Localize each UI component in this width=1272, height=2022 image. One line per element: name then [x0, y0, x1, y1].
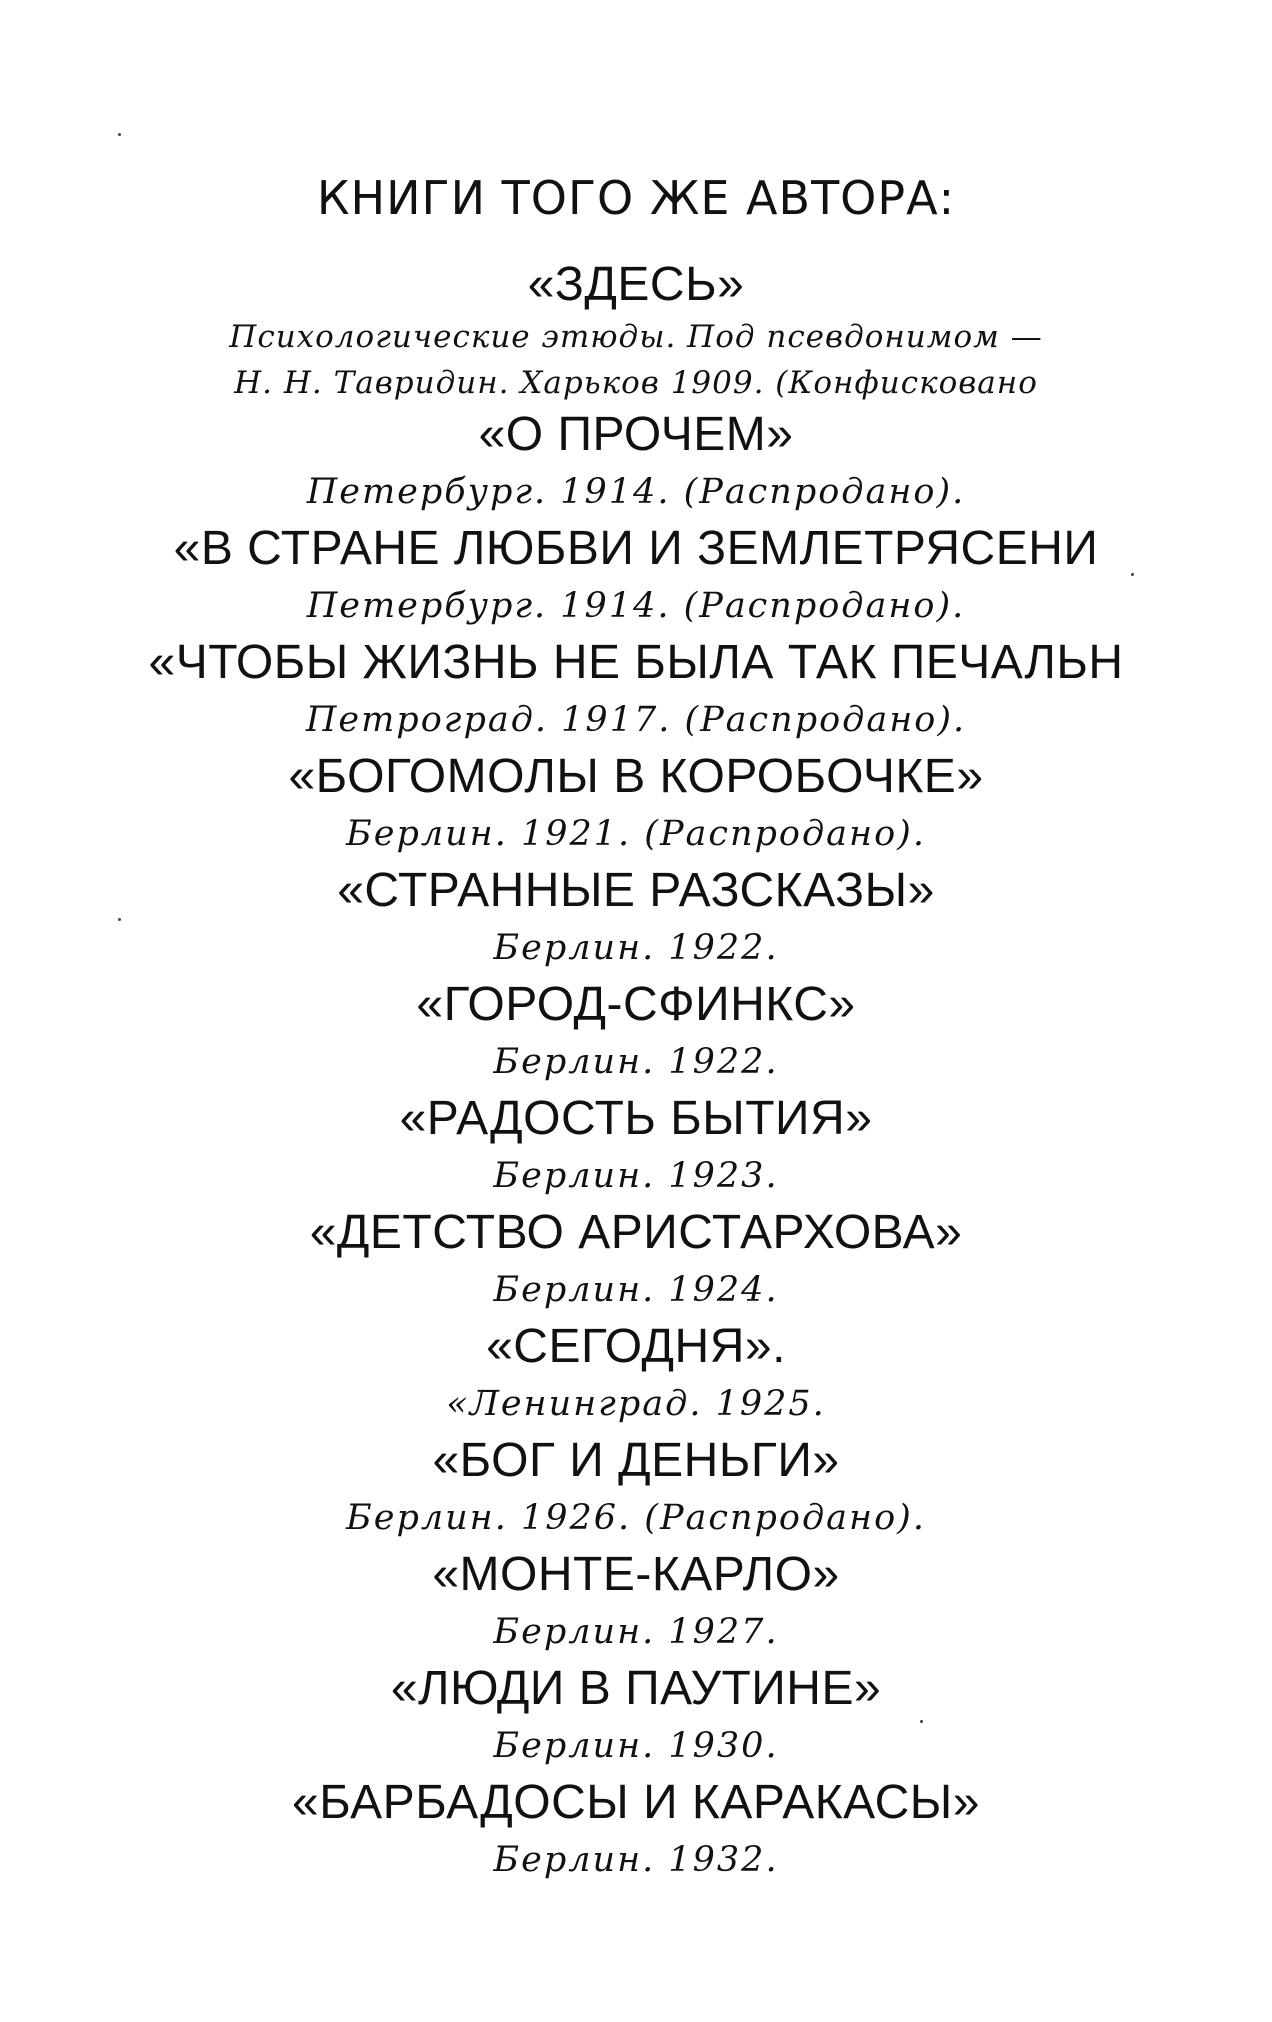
book-publication-info: Берлин. 1927. — [493, 1612, 779, 1652]
book-title: «ЧТОБЫ ЖИЗНЬ НЕ БЫЛА ТАК ПЕЧАЛЬН — [148, 636, 1124, 689]
book-title: «БАРБАДОСЫ И КАРАКАСЫ» — [292, 1776, 980, 1829]
book-title: «ЛЮДИ В ПАУТИНЕ» — [390, 1662, 882, 1715]
book-title: «О ПРОЧЕМ» — [478, 408, 794, 461]
book-publication-info: Петербург. 1914. (Распродано). — [306, 472, 966, 512]
book-publication-info: Берлин. 1924. — [493, 1270, 779, 1310]
print-speck — [118, 918, 121, 921]
book-publication-info: «Ленинград. 1925. — [446, 1384, 826, 1424]
book-entry — [0, 406, 1272, 520]
book-title: «БОГОМОЛЫ В КОРОБОЧКЕ» — [288, 750, 984, 803]
book-list — [0, 256, 1272, 1888]
book-entry — [0, 1660, 1272, 1774]
book-entry — [0, 1432, 1272, 1546]
book-entry — [0, 1318, 1272, 1432]
book-title: «ЗДЕСЬ» — [527, 258, 745, 311]
book-title: «ГОРОД-СФИНКС» — [416, 978, 856, 1031]
book-publication-info: Берлин. 1921. (Распродано). — [346, 814, 926, 854]
book-title: «В СТРАНЕ ЛЮБВИ И ЗЕМЛЕТРЯСЕНИ — [173, 522, 1099, 575]
book-entry — [0, 976, 1272, 1090]
print-speck — [920, 1720, 923, 1723]
book-entry — [0, 1546, 1272, 1660]
book-publication-info: Петроград. 1917. (Распродано). — [305, 700, 967, 740]
book-publication-info: Берлин. 1923. — [493, 1156, 779, 1196]
book-entry — [0, 634, 1272, 748]
book-publication-info: Н. Н. Тавридин. Харьков 1909. (Конфисковано — [234, 365, 1038, 401]
book-publication-info: Психологические этюды. Под псевдонимом — — [229, 319, 1043, 355]
book-publication-info: Берлин. 1930. — [493, 1726, 779, 1766]
book-entry — [0, 1090, 1272, 1204]
book-entry — [0, 748, 1272, 862]
book-entry — [0, 520, 1272, 634]
book-entry — [0, 256, 1272, 406]
book-title: «БОГ И ДЕНЬГИ» — [432, 1434, 840, 1487]
book-title: «СТРАННЫЕ РАЗСКАЗЫ» — [337, 864, 935, 917]
book-publication-info: Берлин. 1922. — [493, 1042, 779, 1082]
book-publication-info: Берлин. 1932. — [493, 1840, 779, 1880]
book-title: «СЕГОДНЯ». — [486, 1320, 786, 1373]
page-heading: КНИГИ ТОГО ЖЕ АВТОРА: — [316, 171, 956, 225]
book-title: «МОНТЕ-КАРЛО» — [432, 1548, 840, 1601]
book-title: «ДЕТСТВО АРИСТАРХОВА» — [309, 1206, 963, 1259]
book-publication-info: Берлин. 1926. (Распродано). — [346, 1498, 926, 1538]
book-title: «РАДОСТЬ БЫТИЯ» — [399, 1092, 873, 1145]
print-speck — [118, 133, 121, 136]
book-entry — [0, 862, 1272, 976]
print-speck — [1131, 573, 1134, 576]
book-publication-info: Петербург. 1914. (Распродано). — [306, 586, 966, 626]
book-entry — [0, 1774, 1272, 1888]
book-publication-info: Берлин. 1922. — [493, 928, 779, 968]
book-entry — [0, 1204, 1272, 1318]
